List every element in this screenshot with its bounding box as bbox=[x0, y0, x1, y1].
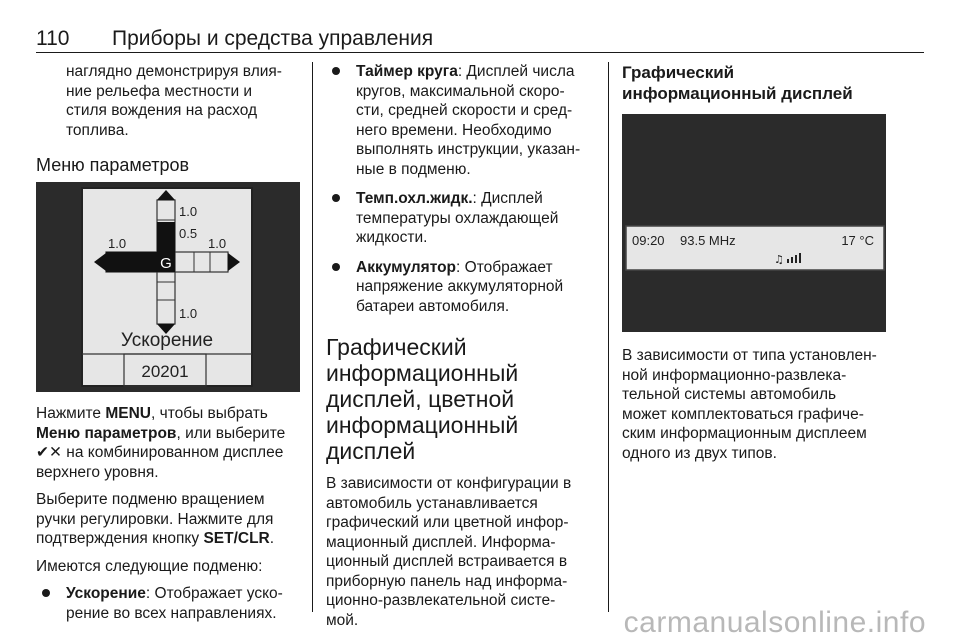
gmeter-value-up-mid: 0.5 bbox=[179, 226, 198, 241]
heading-line: информационный bbox=[326, 412, 519, 438]
watermark: carmanualsonline.info bbox=[623, 606, 926, 639]
text-run: ручки регулировки. Нажмите для bbox=[36, 510, 274, 528]
text-run: температуры охлаждающей bbox=[356, 209, 559, 227]
gmeter-figure bbox=[36, 182, 300, 392]
text-run: : Дисплей числа bbox=[457, 63, 575, 80]
gmeter-value-right: 1.0 bbox=[208, 236, 227, 251]
submenu-list bbox=[36, 584, 302, 623]
heading-line: Графический bbox=[326, 334, 467, 360]
graphic-display-screen bbox=[622, 114, 886, 332]
text-run: сти, средней скорости и сред- bbox=[356, 102, 573, 119]
column-divider-2 bbox=[608, 62, 609, 612]
text-run: : Отображает уско- bbox=[145, 585, 283, 602]
text-run: кругов, максимальной скоро- bbox=[356, 82, 565, 100]
heading-line: информационный bbox=[326, 360, 519, 386]
music-note-icon: ♫ bbox=[774, 253, 784, 266]
intro-paragraph bbox=[36, 62, 302, 140]
text-run: графический или цветной инфор- bbox=[326, 514, 569, 531]
text-run: верхнего уровня. bbox=[36, 463, 159, 481]
paragraph-submenu: Выберите подменю вращением ручки регулировки. Нажмите для подтверждения кнопку SET/CLR. bbox=[36, 491, 275, 547]
intro-line: топлива. bbox=[66, 121, 129, 139]
list-item-label: Ускорение bbox=[66, 585, 146, 602]
text-run: ционный дисплей встраивается в bbox=[326, 553, 568, 570]
text-run: ским информационным дисплеем bbox=[622, 425, 867, 442]
list-item-label: Таймер круга bbox=[356, 63, 458, 80]
text-run: приборную панель над информа- bbox=[326, 572, 568, 590]
graphic-display-figure bbox=[622, 114, 886, 332]
list-item-label: Аккумулятор bbox=[356, 258, 457, 276]
text-run: В зависимости от конфигурации в bbox=[326, 475, 572, 492]
column-divider-1 bbox=[312, 62, 313, 612]
text-run: ной информационно-развлека- bbox=[622, 366, 847, 384]
text-run: может комплектоваться графиче- bbox=[622, 405, 864, 423]
text-run: подтверждения кнопку bbox=[36, 530, 204, 547]
gmeter-caption: Ускорение bbox=[120, 330, 214, 351]
heading-line: дисплей, цветной bbox=[326, 386, 515, 412]
display-temperature: 17 °C bbox=[841, 233, 874, 248]
column-1-lower bbox=[36, 404, 302, 633]
page-header bbox=[36, 26, 924, 53]
text-run: рение во всех направлениях. bbox=[66, 604, 277, 622]
text-run: одного из двух типов. bbox=[622, 444, 777, 462]
text-run: тельной системы автомобиль bbox=[622, 386, 837, 403]
gmeter-value-left: 1.0 bbox=[108, 236, 127, 251]
submenu-list-2 bbox=[326, 62, 598, 316]
set-clr-key: SET/CLR bbox=[203, 530, 270, 547]
heading-line: Графический bbox=[622, 63, 735, 82]
paragraph-menu bbox=[36, 404, 302, 482]
list-item bbox=[326, 189, 598, 248]
gmeter-value-down: 1.0 bbox=[179, 306, 198, 321]
text-run: : Отображает bbox=[456, 258, 553, 276]
section-title-parameters: Меню параметров bbox=[36, 155, 190, 175]
gmeter-value-up: 1.0 bbox=[179, 204, 198, 219]
text-run: , чтобы выбрать bbox=[151, 405, 268, 422]
display-frequency: 93.5 MHz bbox=[680, 233, 736, 248]
column-2 bbox=[326, 62, 598, 638]
list-item bbox=[326, 62, 598, 179]
column-3 bbox=[622, 62, 888, 114]
text-run: выполнять инструкции, указан- bbox=[356, 141, 581, 158]
intro-line: ние рельефа местности и bbox=[66, 82, 253, 100]
intro-line: стиля вождения на расход bbox=[66, 102, 258, 119]
gmeter-code: 20201 bbox=[141, 362, 189, 381]
column-1 bbox=[36, 62, 302, 184]
paragraph-types bbox=[622, 346, 900, 463]
paragraph-config bbox=[326, 474, 598, 630]
list-item bbox=[326, 258, 598, 317]
text-run: жидкости. bbox=[356, 229, 428, 246]
text-run: В зависимости от типа установлен- bbox=[622, 347, 877, 364]
menu-key: MENU bbox=[105, 405, 151, 422]
page-title: Приборы и средства управления bbox=[112, 27, 434, 50]
text-run: : Дисплей bbox=[472, 190, 543, 207]
section-heading-graphic bbox=[622, 62, 888, 104]
list-item-label: Темп.охл.жидк. bbox=[356, 190, 473, 207]
text-run: мационный дисплей. Информа- bbox=[326, 533, 556, 551]
check-icon: ✔✕ bbox=[36, 444, 62, 461]
paragraph-available: Имеются следующие подменю: bbox=[36, 557, 263, 575]
text-run: Нажмите bbox=[36, 405, 106, 422]
text-run: напряжение аккумуляторной bbox=[356, 278, 564, 295]
gmeter-screen bbox=[36, 182, 300, 392]
page-number: 110 bbox=[36, 27, 70, 50]
text-run: ционно-развлекательной систе- bbox=[326, 592, 556, 609]
list-item bbox=[36, 584, 302, 623]
text-run: автомобиль устанавливается bbox=[326, 494, 538, 512]
text-run: него времени. Необходимо bbox=[356, 121, 552, 139]
text-run: ные в подменю. bbox=[356, 160, 471, 178]
menu-name: Меню параметров bbox=[36, 424, 177, 442]
column-3-lower bbox=[622, 346, 900, 471]
section-heading-displays bbox=[326, 334, 598, 464]
heading-line: информационный дисплей bbox=[622, 84, 853, 103]
text-run: , или выберите bbox=[176, 424, 286, 442]
display-time: 09:20 bbox=[632, 233, 665, 248]
gmeter-center-label: G bbox=[160, 255, 172, 272]
heading-line: дисплей bbox=[326, 438, 416, 464]
text-run: Выберите подменю вращением bbox=[36, 491, 265, 508]
intro-line: наглядно демонстрируя влия- bbox=[66, 63, 282, 80]
text-run: батареи автомобиля. bbox=[356, 297, 510, 315]
text-run: мой. bbox=[326, 611, 359, 629]
text-run: на комбинированном дисплее bbox=[61, 444, 284, 461]
